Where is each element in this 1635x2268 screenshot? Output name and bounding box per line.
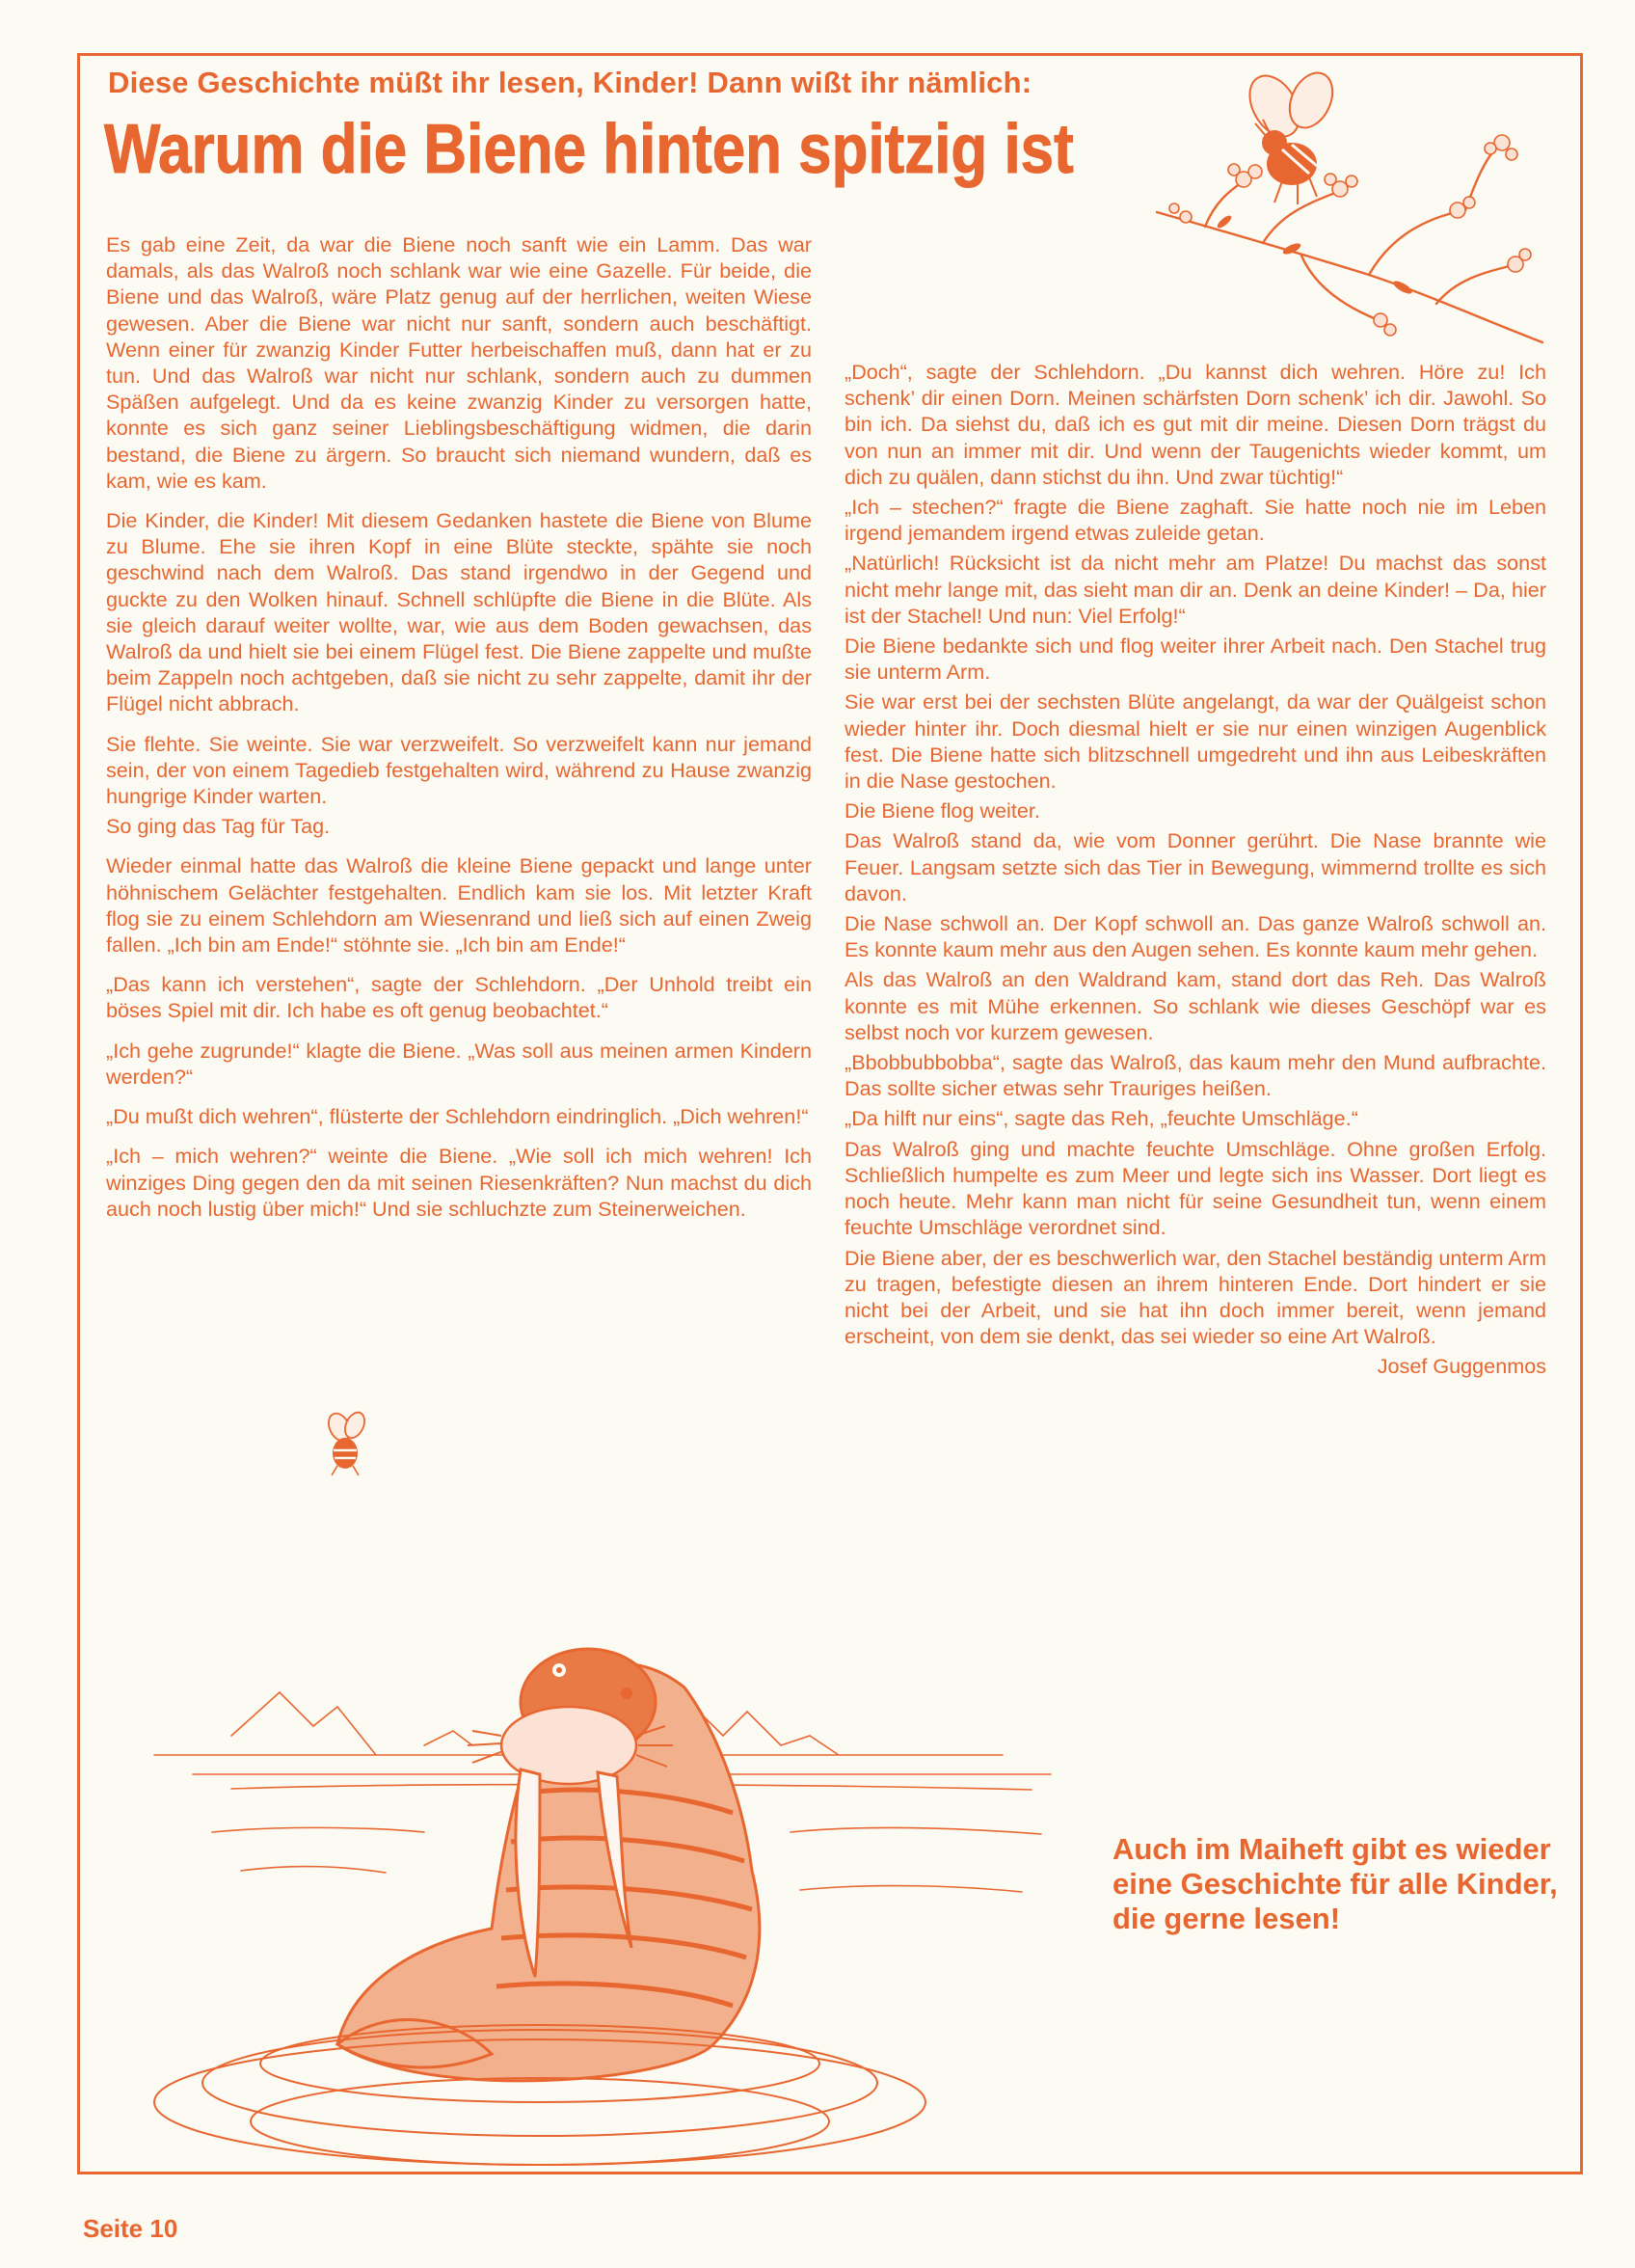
article-column-left [106, 231, 812, 1235]
paragraph: Das Walroß stand da, wie vom Donner gerührt. Die Nase brannte wie Feuer. Langsam setzte sich das Tier in Bewegung, wimmernd trollte es sich davon. [844, 828, 1546, 905]
author-name: Josef Guggenmos [1377, 1354, 1546, 1379]
paragraph: „Ich – mich wehren?“ weinte die Biene. „Wie soll ich mich wehren! Ich winziges Ding gegen den da mit seinen Riesenkräften? Nun machst du dich auch noch lustig über mich!“ Und sie schluchzte zum Steinerweichen. [106, 1144, 812, 1221]
paragraph: „Du mußt dich wehren“, flüsterte der Schlehdorn eindringlich. „Dich wehren!“ [106, 1104, 809, 1129]
article-column-right [844, 359, 1546, 1393]
paragraph: Die Biene aber, der es beschwerlich war, den Stachel beständig unterm Arm zu tragen, befestigte diesen an ihrem hinteren Ende. Dort hindert er sie nicht bei der Arbeit, und sie hat ihn doch immer bereit, wenn jemand erscheint, von dem sie denkt, das sei wieder so eine Art Walroß. [844, 1245, 1546, 1349]
paragraph: Die Biene flog weiter. [844, 798, 1040, 824]
paragraph: Sie flehte. Sie weinte. Sie war verzweifelt. So verzweifelt kann nur jemand sein, der von einem Tagedieb festgehalten wird, während zu Hause zwanzig hungrige Kinder warten. [106, 731, 812, 809]
paragraph: So ging das Tag für Tag. [106, 814, 331, 839]
paragraph: Als das Walroß an den Waldrand kam, stand dort das Reh. Das Walroß konnte es mit Mühe erkennen. So schlank wie dieses Geschöpf war es selbst noch vor kurzem gewesen. [844, 967, 1546, 1044]
paragraph: „Natürlich! Rücksicht ist da nicht mehr am Platze! Du machst das sonst nicht mehr lange mit, das sieht man dir an. Denk an deine Kinder! – Da, hier ist der Stachel! Und nun: Viel Erfolg!“ [844, 551, 1546, 628]
paragraph: Es gab eine Zeit, da war die Biene noch sanft wie ein Lamm. Das war damals, als das Walroß noch schlank war wie eine Gazelle. Für beide, die Biene und das Walroß, wäre Platz genug auf der herrlichen, weiten Wiese gewesen. Aber die Biene war nicht nur sanft, sondern auch beschäftigt. Wenn einer für zwanzig Kinder Futter herbeischaffen muß, dann hat er zu tun. Und das Walroß war nicht nur schlank, sondern auch zu dummen Späßen aufgelegt. Und da es keine zwanzig Kinder zu versorgen hatte, konnte es sich ganz seiner Lieblingsbeschäftigung widmen, die darin bestand, die Biene zu ärgern. So braucht sich niemand wundern, daß es kam, wie es kam. [106, 232, 812, 493]
bee-branch-illustration [1147, 68, 1552, 347]
paragraph: „Ich gehe zugrunde!“ klagte die Biene. „Was soll aus meinen armen Kindern werden?“ [106, 1038, 812, 1089]
paragraph: Wieder einmal hatte das Walroß die kleine Biene gepackt und lange unter höhnischem Gelächter festgehalten. Endlich kam sie los. Mit letzter Kraft flog sie zu einem Schlehdorn am Wiesenrand und ließ sich auf einen Zweig fallen. „Ich bin am Ende!“ stöhnte sie. „Ich bin am Ende!“ [106, 853, 812, 958]
paragraph: Die Kinder, die Kinder! Mit diesem Gedanken hastete die Biene von Blume zu Blume. Ehe sie ihren Kopf in eine Blüte steckte, spähte sie noch geschwind nach dem Walroß. Das stand irgendwo in der Gegend und guckte zu den Wolken hinauf. Schnell schlüpfte die Biene in die Blüte. Als sie gleich darauf weiter wollte, war, wie aus dem Boden gewachsen, das Walroß da und hielt sie bei einem Flügel fest. Die Biene zappelte und mußte beim Zappeln noch achtgeben, daß sie nicht zu sehr zappelte, damit ihr der Flügel nicht abbrach. [106, 508, 812, 716]
article-kicker: Diese Geschichte müßt ihr lesen, Kinder! Dann wißt ihr nämlich: [108, 66, 1032, 99]
paragraph: „Ich – stechen?“ fragte die Biene zaghaft. Sie hatte noch nie im Leben irgend jemandem irgend etwas zuleide getan. [844, 495, 1546, 546]
small-bee-illustration [316, 1410, 374, 1477]
walrus-illustration [135, 1601, 1060, 2179]
paragraph: „Bbobbubbobba“, sagte das Walroß, das kaum mehr den Mund aufbrachte. Das sollte sicher etwas sehr Trauriges heißen. [844, 1050, 1546, 1101]
paragraph: „Da hilft nur eins“, sagte das Reh, „feuchte Umschläge.“ [844, 1106, 1358, 1131]
next-issue-promo: Auch im Maiheft gibt es wieder eine Geschichte für alle Kinder, die gerne lesen! [1112, 1832, 1558, 1935]
article-headline: Warum die Biene hinten spitzig ist [104, 111, 1074, 188]
paragraph: „Doch“, sagte der Schlehdorn. „Du kannst dich wehren. Höre zu! Ich schenk’ dir einen Dorn. Meinen schärfsten Dorn schenk’ ich dir. Jawohl. So bin ich. Da siehst du, daß ich es gut mit dir meine. Diesen Dorn trägst du von nun an immer mit dir. Und wenn der Taugenichts wieder kommt, um dich zu quälen, dann stichst du ihn. Und zwar tüchtig!“ [844, 360, 1546, 489]
paragraph: Das Walroß ging und machte feuchte Umschläge. Ohne großen Erfolg. Schließlich humpelte es zum Meer und legte sich ins Wasser. Dort liegt es noch heute. Mehr kann man nicht für seine Gesundheit tun, wenn einem feuchte Umschläge verordnet sind. [844, 1136, 1546, 1240]
paragraph: „Das kann ich verstehen“, sagte der Schlehdorn. „Der Unhold treibt ein böses Spiel mit dir. Ich habe es oft genug beobachtet.“ [106, 972, 812, 1023]
paragraph: Die Nase schwoll an. Der Kopf schwoll an. Das ganze Walroß schwoll an. Es konnte kaum mehr aus den Augen sehen. Es konnte kaum mehr gehen. [844, 911, 1546, 962]
paragraph: Die Biene bedankte sich und flog weiter ihrer Arbeit nach. Den Stachel trug sie unterm Arm. [844, 634, 1546, 685]
page-number: Seite 10 [83, 2214, 178, 2243]
paragraph: Sie war erst bei der sechsten Blüte angelangt, da war der Quälgeist schon wieder hinter ihr. Doch diesmal hielt er sie nur einen winzigen Augenblick fest. Die Biene hatte sich blitzschnell umgedreht und ihn aus Leibeskräften in die Nase gestochen. [844, 689, 1546, 794]
